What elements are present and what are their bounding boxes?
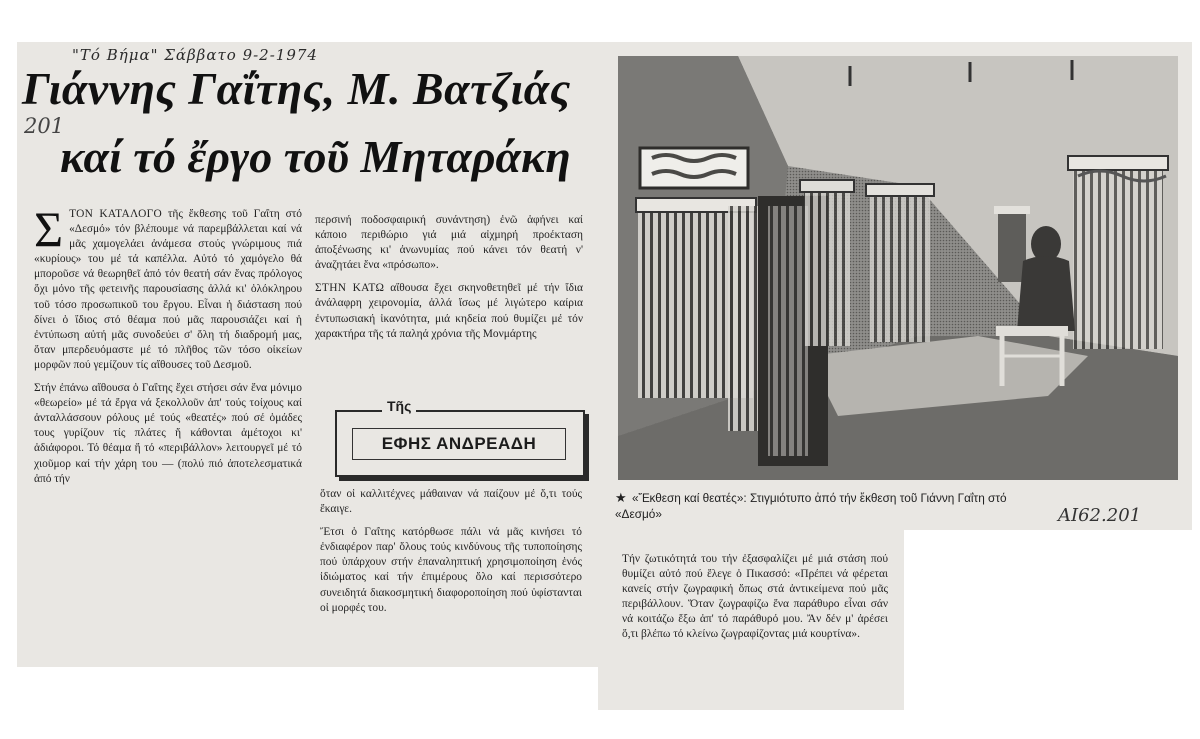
caption-title: «Ἔκθεση καί θεατές»: [631, 491, 744, 505]
byline-prefix: Τῆς: [382, 398, 416, 414]
clipping-cutout: [904, 530, 1194, 670]
paragraph-4: [315, 281, 583, 341]
article-column-3: [622, 552, 888, 651]
handwritten-number: 201: [24, 114, 65, 138]
paragraph-4-text: αἴθουσα ἔχει σκηνοθετηθεῖ μέ τήν ἴδια ἀνάλαφρη χειρονομία, ἀλλά ἴσως μέ λιγώτερο καίρια ἐντυπωσιακή ἱκανότητα, μιά κηδεία πού θυμίζει μέ τόν χαρακτήρα τῆς τά παληά χρόνια τῆς Μονμάρτης: [315, 282, 583, 340]
headline-line-2: καί τό ἔργο τοῦ Μηταράκη: [60, 131, 571, 182]
article-column-1: [34, 201, 302, 495]
subhead-caps: ΣΤΗΝ ΚΑΤΩ: [315, 282, 385, 295]
star-icon: ★: [615, 490, 627, 505]
handwritten-archive-ref: ΑΙ62.201: [1058, 505, 1142, 526]
exhibition-photo: [618, 56, 1178, 480]
paragraph-7: Τήν ζωτικότητά του τήν ἐξασφαλίζει μέ μιά στάση πού θυμίζει αὐτό πού ἔλεγε ὁ Πικασσό: «Πρέπει νά φέρεται κανείς στήν ζωγραφική ὅπως στά ἀντικείμενα πού μᾶς περιβάλλουν. Ὅταν ζωγραφίζω ἕνα παράθυρο εἶναι σάν νά κοιτάζω ἔξω ἀπ' τό παράθυρό μου. Ἄν δέν μ' ἀρέσει ὅ,τι βλέπω τό κλείνω ζωγραφίζοντας μιά κουρτίνα».: [622, 553, 888, 641]
photo-caption: [615, 490, 1055, 522]
drop-cap: Σ: [34, 201, 64, 257]
paragraph-5: ὅταν οἱ καλλιτέχνες μάθαιναν νά παίζουν μέ ὅ,τι τούς ἔκαιγε.: [320, 488, 582, 516]
article-column-2: [315, 213, 583, 350]
headline-line-1: Γιάννης Γαΐτης, Μ. Βατζιάς: [22, 63, 571, 114]
paragraph-1-text: τῆς ἔκθεσης τοῦ Γαΐτη στό «Δεσμό» τόν βλέπουμε νά παρεμβάλλεται καί νά μᾶς χαμογελάει ἀνάμεσα στούς γνώριμους πιά «κυρίους» του μέ τά καπέλλα. Αὐτό τό χαμόγελο θά μποροῦσε νά θεωρηθεῖ ἀπό τόν θεατή σάν ἕνας πρόλογος ὄχι μόνο τῆς φετεινῆς παρουσίασης ἀλλά κι' ὁλόκληρου τοῦ τόσο προσωπικοῦ του ἔργου. Εἶναι ἡ διάσταση πού δίνει ὁ ἴδιος στό θέαμα πού μᾶς παρουσιάζει καί ἡ ἐντύπωση αὐτή μᾶς συνοδεύει σ' ὅλη τή διαδρομή μας, ὅταν μπερδευόμαστε μέ τό πλῆθος τῶν τόσο οἰκείων μορφῶν πού γεμίζουν τίς αἴθουσες τοῦ Δεσμοῦ.: [34, 208, 302, 371]
paragraph-2: Στήν ἐπάνω αἴθουσα ὁ Γαΐτης ἔχει στήσει σάν ἕνα μόνιμο «θεωρείο» μέ τά ἔργα νά ξεκολλοῦν ἀπ' τούς τοίχους καί ἀνταλλάσσουν ρόλους μέ τούς «θεατές» πού σέ ὁμάδες τους γυρίζουν τίς πλάτες ἤ κάθονται ἀμέτοχοι κι' ἀδιάφοροι. Τό θέαμα ἤ τό «περιβάλλον» λειτουργεῖ μέ τό χιοῦμορ καί τήν χάρη του — (πολύ πιό ἀποτελεσματικά ἀπό τήν: [34, 382, 302, 485]
paragraph-6: Ἔτσι ὁ Γαΐτης κατόρθωσε πάλι νά μᾶς κινήσει τό ἐνδιαφέρον παρ' ὅλους τούς κινδύνους τῆς τυποποίησης πού ὑπάρχουν στήν ἐπαναληπτική χρησιμοποίηση ἑνός ἰδιώματος καί τήν ἐπιμέρους ὅλο καί περισσότερο συνειδητά διακοσμητική διαφοροποίηση πού ὑφίστανται οἱ μορφές του.: [320, 526, 582, 614]
lead-caps: ΤΟΝ ΚΑΤΑΛΟΓΟ: [69, 208, 163, 220]
handwritten-source-note: "Τό Βήμα" Σάββατο 9-2-1974: [72, 46, 318, 64]
byline-author: ΕΦΗΣ ΑΝΔΡΕΑΔΗ: [352, 428, 566, 460]
article-column-2-lower: [320, 487, 582, 624]
exhibition-photo-image: [618, 56, 1178, 480]
paragraph-3: περσινή ποδοσφαιρική συνάντηση) ἐνῶ ἀφήνει καί κάποιο περιθώριο γιά μιά αἰχμηρή προέκταση ἀποξένωσης κι' ἀνωνυμίας πού κάνει τόν θεατή ν' ἀναζητάει ἕνα «πρόσωπο».: [315, 214, 583, 272]
caption-text: : Στιγμιότυπο ἀπό τήν ἔκθεση τοῦ Γιάννη Γαΐτη στό «Δεσμό»: [615, 491, 1007, 521]
paragraph-1: [34, 201, 302, 373]
